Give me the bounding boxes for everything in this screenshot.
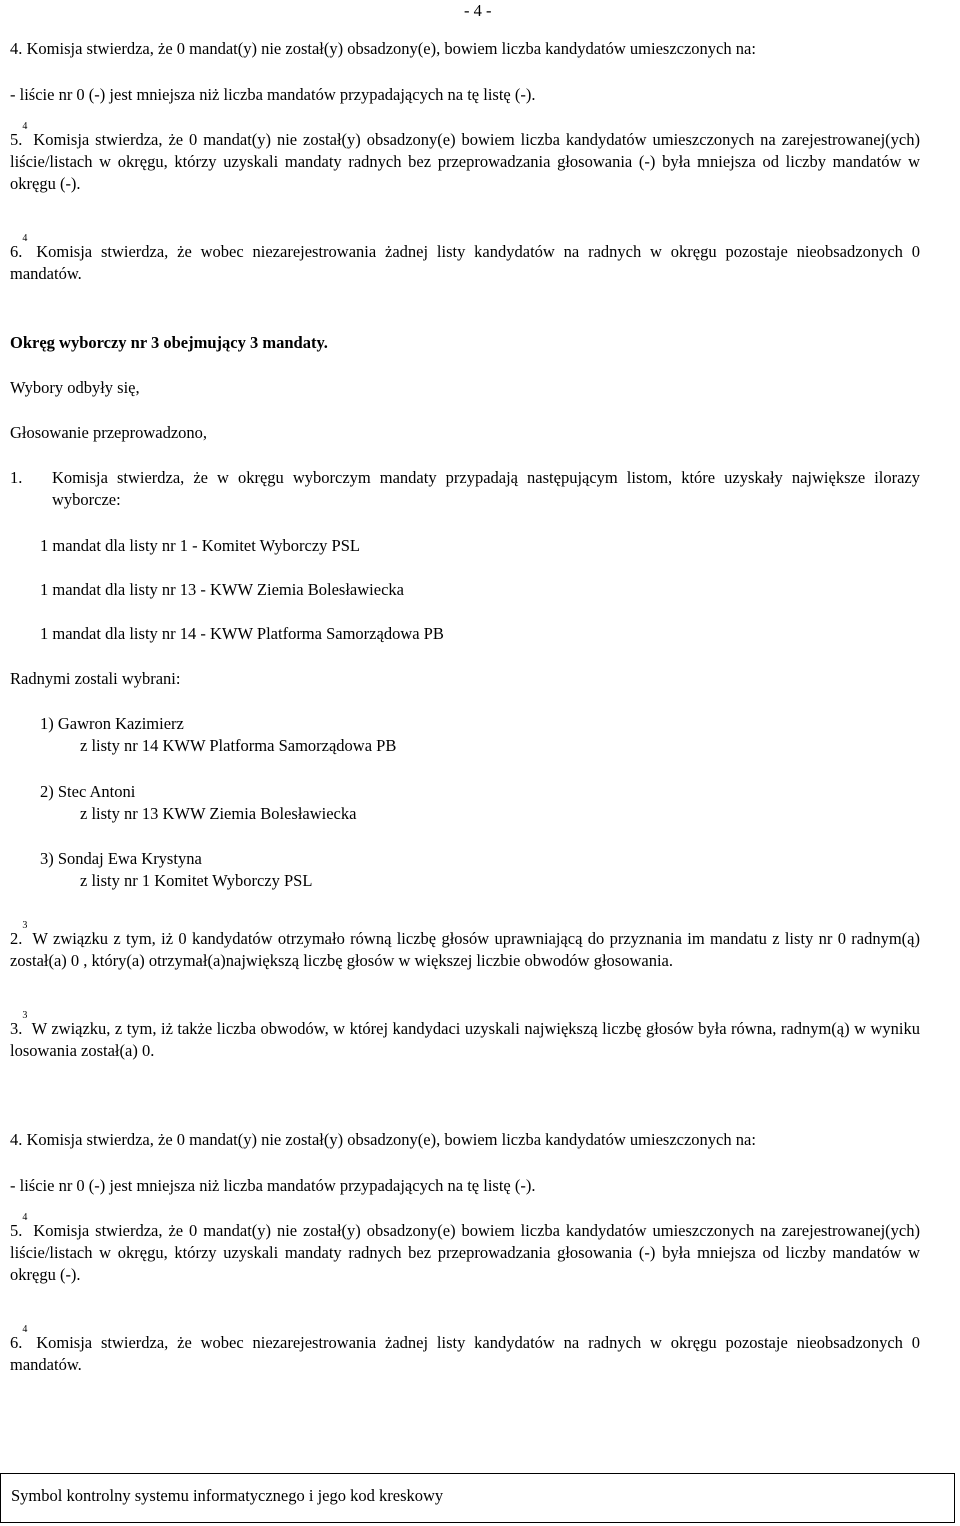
paragraph-3: [10, 1010, 920, 1062]
mandate-line-2: 1 mandat dla listy nr 13 - KWW Ziemia Bolesławiecka: [40, 580, 404, 599]
control-symbol-label: Symbol kontrolny systemu informatycznego i jego kod kreskowy: [11, 1486, 444, 1505]
elected-list-1: z listy nr 14 KWW Platforma Samorządowa PB: [80, 736, 397, 755]
paragraph-6-top: [10, 233, 920, 285]
elected-name-1: 1) Gawron Kazimierz: [40, 714, 184, 733]
footnote-marker: 4: [22, 121, 28, 132]
paragraph-4-sub-bottom: - liście nr 0 (-) jest mniejsza niż liczba mandatów przypadających na tę listę (-).: [10, 1176, 536, 1195]
elections-held: Wybory odbyły się,: [10, 378, 140, 397]
mandate-line-1: 1 mandat dla listy nr 1 - Komitet Wyborczy PSL: [40, 536, 360, 555]
paragraph-text: Komisja stwierdza, że 0 mandat(y) nie został(y) obsadzony(e) bowiem liczba kandydatów umieszczonych na zarejestrowanej(ych) liście/listach w okręgu, którzy uzyskali mandaty radnych bez przeprowadzania głosowania (-) była mniejsza od liczby mandatów w okręgu (-).: [10, 130, 920, 193]
voting-conducted: Głosowanie przeprowadzono,: [10, 423, 208, 442]
paragraph-4-sub-top: - liście nr 0 (-) jest mniejsza niż liczba mandatów przypadających na tę listę (-).: [10, 85, 536, 104]
paragraph-number: 2.: [10, 929, 23, 948]
page-number: - 4 -: [464, 1, 492, 20]
paragraph-text: Komisja stwierdza, że wobec niezarejestrowania żadnej listy kandydatów na radnych w okręgu pozostaje nieobsadzonych 0 mandatów.: [10, 242, 920, 283]
footnote-marker: 4: [22, 233, 28, 244]
elected-list-2: z listy nr 13 KWW Ziemia Bolesławiecka: [80, 804, 357, 823]
paragraph-5-top: [10, 121, 920, 195]
footnote-marker: 4: [22, 1212, 28, 1223]
paragraph-text: W związku z tym, iż 0 kandydatów otrzymało równą liczbę głosów uprawniającą do przyznania im mandatu z listy nr 0 radnym(ą) został(a) 0 , który(a) otrzymał(a)największą liczbę głosów w większej liczbie obwodów głosowania.: [10, 929, 920, 970]
paragraph-text: Komisja stwierdza, że wobec niezarejestrowania żadnej listy kandydatów na radnych w okręgu pozostaje nieobsadzonych 0 mandatów.: [10, 1333, 920, 1374]
paragraph-number: 3.: [10, 1019, 23, 1038]
footnote-marker: 3: [22, 920, 28, 931]
elected-heading: Radnymi zostali wybrani:: [10, 669, 181, 688]
district-heading: Okręg wyborczy nr 3 obejmujący 3 mandaty.: [10, 333, 328, 352]
paragraph-number: 5.: [10, 130, 23, 149]
footnote-marker: 4: [22, 1324, 28, 1335]
elected-name-3: 3) Sondaj Ewa Krystyna: [40, 849, 202, 868]
paragraph-number: 6.: [10, 242, 23, 261]
paragraph-1-text: Komisja stwierdza, że w okręgu wyborczym mandaty przypadają następującym listom, które uzyskały największe ilorazy wyborcze:: [52, 468, 920, 509]
paragraph-number: 6.: [10, 1333, 23, 1352]
paragraph-text: Komisja stwierdza, że 0 mandat(y) nie został(y) obsadzony(e) bowiem liczba kandydatów umieszczonych na zarejestrowanej(ych) liście/listach w okręgu, którzy uzyskali mandaty radnych bez przeprowadzania głosowania (-) była mniejsza od liczby mandatów w okręgu (-).: [10, 1221, 920, 1284]
paragraph-5-bottom: [10, 1212, 920, 1286]
paragraph-text: W związku, z tym, iż także liczba obwodów, w której kandydaci uzyskali największą liczbę głosów była równa, radnym(ą) w wyniku losowania został(a) 0.: [10, 1019, 920, 1060]
paragraph-number: 5.: [10, 1221, 23, 1240]
paragraph-2: [10, 920, 920, 972]
control-symbol-box: [0, 1473, 955, 1523]
mandate-line-3: 1 mandat dla listy nr 14 - KWW Platforma Samorządowa PB: [40, 624, 444, 643]
footnote-marker: 3: [22, 1010, 28, 1021]
paragraph-6-bottom: [10, 1324, 920, 1376]
paragraph-4-top: 4. Komisja stwierdza, że 0 mandat(y) nie został(y) obsadzony(e), bowiem liczba kandydatów umieszczonych na:: [10, 39, 756, 58]
paragraph-4-bottom: 4. Komisja stwierdza, że 0 mandat(y) nie został(y) obsadzony(e), bowiem liczba kandydatów umieszczonych na:: [10, 1130, 756, 1149]
paragraph-1-number: 1.: [10, 468, 23, 487]
elected-list-3: z listy nr 1 Komitet Wyborczy PSL: [80, 871, 313, 890]
elected-name-2: 2) Stec Antoni: [40, 782, 136, 801]
